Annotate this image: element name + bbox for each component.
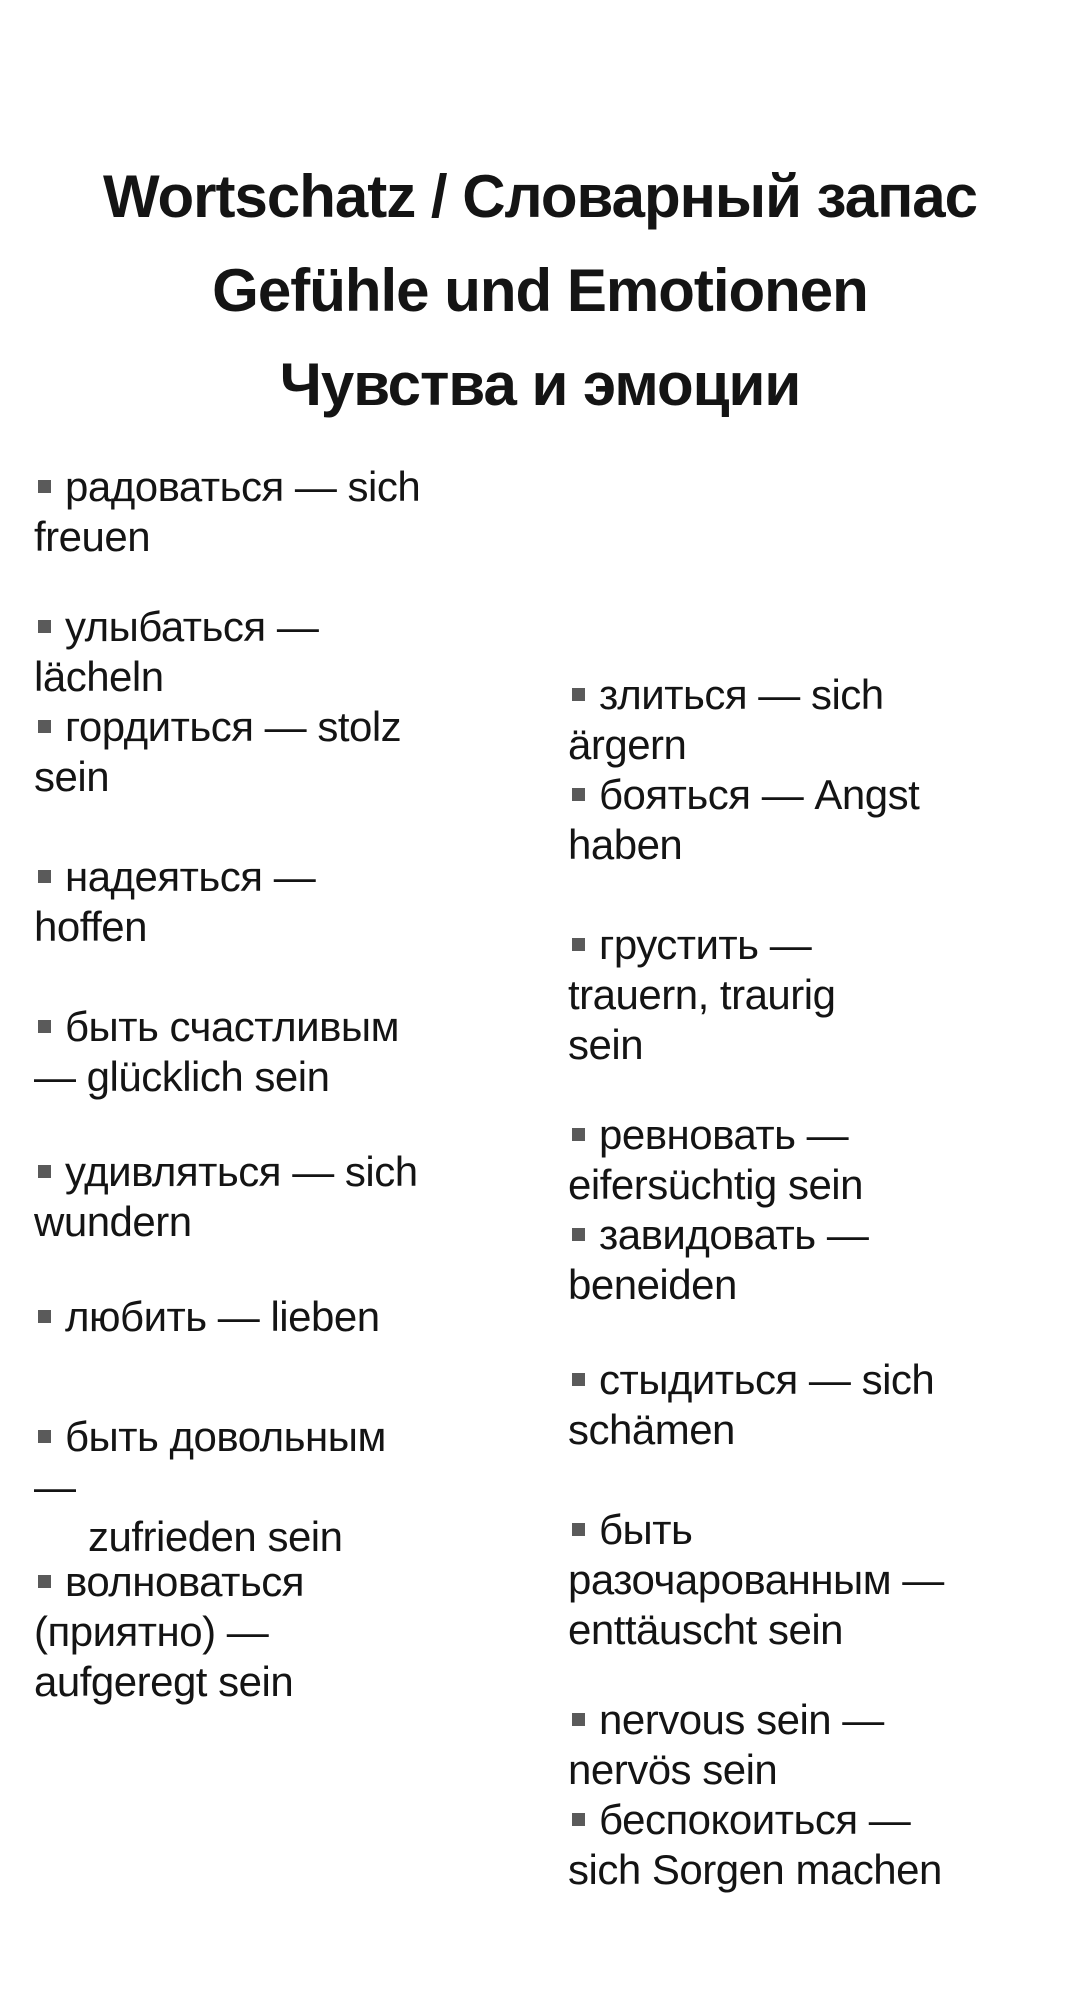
vocab-text: lächeln	[34, 653, 164, 700]
title-block	[0, 150, 1080, 432]
title-line-1: Wortschatz / Словарный запас	[102, 163, 978, 230]
vocab-text: ревновать —	[599, 1111, 849, 1158]
vocab-text: волноваться	[65, 1558, 304, 1605]
vocab-text: freuen	[34, 513, 151, 560]
bullet-icon	[572, 1128, 585, 1141]
vocab-text: радоваться — sich	[65, 463, 421, 510]
bullet-icon	[572, 1523, 585, 1536]
vocab-text: nervous sein —	[599, 1696, 884, 1743]
title-line-2: Gefühle und Emotionen	[212, 257, 868, 324]
vocab-item	[34, 1147, 418, 1247]
vocab-text: улыбаться —	[65, 603, 319, 650]
bullet-icon	[38, 1020, 51, 1033]
vocab-item	[34, 602, 318, 702]
vocab-text: любить — lieben	[65, 1293, 380, 1340]
vocab-text: (приятно) —	[34, 1608, 269, 1655]
vocab-text: грустить —	[599, 921, 812, 968]
bullet-icon	[572, 1713, 585, 1726]
vocab-text: aufgeregt sein	[34, 1658, 294, 1705]
vocab-text: быть	[599, 1506, 693, 1553]
vocab-text: быть счастливым	[65, 1003, 399, 1050]
vocab-item	[34, 1292, 380, 1342]
vocab-text: haben	[568, 821, 683, 868]
vocab-text: ärgern	[568, 721, 687, 768]
bullet-icon	[38, 1575, 51, 1588]
vocab-text: удивляться — sich	[65, 1148, 418, 1195]
vocab-item	[34, 852, 315, 952]
bullet-icon	[38, 1310, 51, 1323]
bullet-icon	[38, 1430, 51, 1443]
vocab-text: sein	[34, 753, 110, 800]
bullet-icon	[38, 480, 51, 493]
vocab-item	[568, 920, 835, 1070]
bullet-icon	[38, 1165, 51, 1178]
vocab-text: разочарованным —	[568, 1556, 944, 1603]
vocab-item	[34, 1412, 386, 1562]
vocab-text: бояться — Angst	[599, 771, 920, 818]
vocab-text: nervös sein	[568, 1746, 778, 1793]
vocab-item	[34, 462, 420, 562]
vocab-text: стыдиться — sich	[599, 1356, 935, 1403]
vocab-item	[568, 1355, 934, 1455]
vocab-text: wundern	[34, 1198, 192, 1245]
bullet-icon	[572, 1228, 585, 1241]
vocab-item	[568, 1695, 884, 1795]
vocab-text: надеяться —	[65, 853, 316, 900]
vocab-item	[34, 1002, 399, 1102]
vocab-item	[568, 770, 919, 870]
vocab-text: — glücklich sein	[34, 1053, 330, 1100]
vocab-text: завидовать —	[599, 1211, 869, 1258]
vocab-text: beneiden	[568, 1261, 737, 1308]
vocab-text: быть довольным	[65, 1413, 386, 1460]
vocab-text: злиться — sich	[599, 671, 884, 718]
bullet-icon	[572, 1813, 585, 1826]
vocab-item	[34, 1557, 304, 1707]
vocab-item	[568, 670, 884, 770]
vocab-item	[568, 1110, 863, 1210]
title-line-3: Чувства и эмоции	[279, 351, 801, 418]
vocab-text: trauern, traurig	[568, 971, 836, 1018]
bullet-icon	[38, 620, 51, 633]
bullet-icon	[38, 870, 51, 883]
vocab-item	[34, 702, 401, 802]
bullet-icon	[572, 938, 585, 951]
bullet-icon	[38, 720, 51, 733]
vocab-text: eifersüchtig sein	[568, 1161, 863, 1208]
vocab-text: hoffen	[34, 903, 148, 950]
bullet-icon	[572, 688, 585, 701]
vocab-item	[568, 1505, 944, 1655]
vocab-text: гордиться — stolz	[65, 703, 402, 750]
vocab-item	[568, 1210, 868, 1310]
vocab-text: enttäuscht sein	[568, 1606, 844, 1653]
vocab-text: sein	[568, 1021, 644, 1068]
bullet-icon	[572, 1373, 585, 1386]
vocab-text: беспокоиться —	[599, 1796, 911, 1843]
vocab-text: sich Sorgen machen	[568, 1846, 942, 1893]
vocab-text: —	[34, 1463, 76, 1510]
bullet-icon	[572, 788, 585, 801]
vocab-text: schämen	[568, 1406, 735, 1453]
vocab-item	[568, 1795, 942, 1895]
vocab-text: zufrieden sein	[88, 1513, 343, 1560]
